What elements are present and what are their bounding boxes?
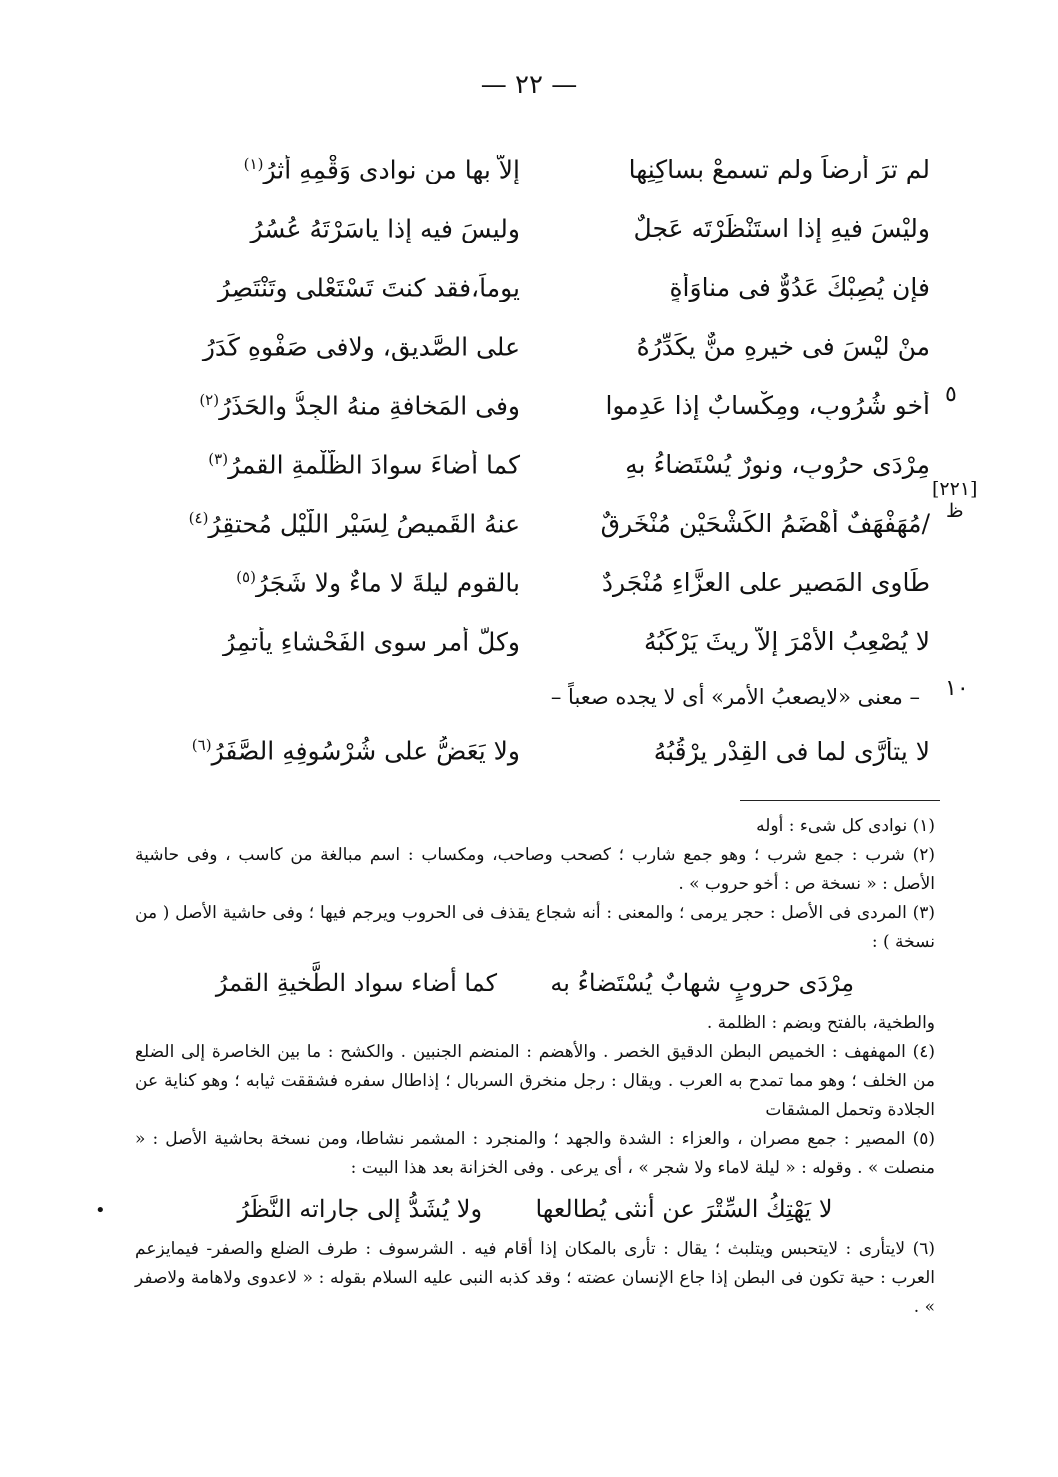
verse-second-hemistich <box>150 450 550 479</box>
hemistich-text: يوماً،فقد كنتَ تَسْتَعْلى وتَنْتَصِرُ <box>217 273 520 303</box>
verse-first-hemistich: مِرْدَى حرُوبٍ، ونورٌ يُسْتَضاءُ بهِ <box>625 450 930 479</box>
footnotes <box>135 812 935 1322</box>
line-number-ten: ١٠ <box>945 676 969 701</box>
hemistich-text: على الصَّديقِ، ولافى صَفْوِهِ كَدَرُ <box>202 332 520 362</box>
footnote-4: (٤) المهفهف : الخميص البطن الدقيق الخصر . والأهضم : المنضم الجنبين . والكشح : ما بين الخاصرة إلى الضلع من الخلف ؛ وهو مما تمدح به العرب . ويقال : رجل منخرق السربال ؛ إذاطال سفره فشققت ثيابه ؛ وهو كناية عن الجلادة وتحمل المشقات <box>135 1042 935 1120</box>
hemistich-text: عنهُ القَميصُ لِسَيْرِ اللَّيْلِ مُحتقِرُ <box>208 509 520 539</box>
footnote-marker: (٤) <box>188 508 209 527</box>
footnote-3-continued: والطخية، بالفتح وبضم : الظلمة . <box>706 1013 935 1033</box>
cited-verse <box>135 957 935 1009</box>
verse <box>150 258 930 317</box>
footnote-3: (٣) المردى فى الأصل : حجر يرمى ؛ والمعنى : أنه شجاع يقذف فى الحروب ويرجم فيها ؛ وفى حاشية الأصل ( من نسخة ) : <box>135 903 935 952</box>
verse <box>150 612 930 671</box>
hemistich-text: ولا يَعَضُّ على شُرْسُوفِهِ الصَّفَرُ <box>211 736 520 766</box>
verse-second-hemistich <box>150 736 550 765</box>
footnote-1: (١) نوادى كل شىء : أوله <box>756 816 935 836</box>
footnote-marker: (٣) <box>208 449 229 468</box>
verse-first-hemistich: منْ ليْسَ فى خيرِهِ منٌّ يكَدِّرُهُ <box>636 332 930 361</box>
footnote-6: (٦) لايتأرى : لايتحبس ويتلبث ؛ يقال : تأرى بالمكان إذا أقام فيه . الشرسوف : طرف الضلع والصفر- فيمايزعم العرب : حية تكون فى البطن إذا جاع الإنسان عضته ؛ وقد كذبه النبى عليه السلام بقوله : « لاعدوى ولاهامة ولاصفر » . <box>135 1239 935 1317</box>
footnote-5: (٥) المصير : جمع مصران ، والعزاء : الشدة والجهد ؛ والمنجرد : المشمر نشاطا، ومن نسخة بحاشية الأصل : « منصلت » . وقوله : « ليلة لاماء ولا شجر » ، أى يرعى . وفى الخزانة بعد هذا البيت : <box>135 1129 935 1178</box>
hemistich-text: كما أضاءَ سوادَ الظُّلْمةِ القمرُ <box>228 450 520 480</box>
verse-first-hemistich: لا يتأرَّى لما فى القِدْرِ يرْقُبُهُ <box>653 736 930 766</box>
hemistich-text: وفى المَخافةِ منهُ الجِدُّ والحَذَرُ <box>219 391 520 421</box>
verse <box>150 199 930 258</box>
cited-verse <box>135 1183 935 1235</box>
hemistich-text: وكلَّ أمرٍ سوى الفَحْشاءِ يأتمِرُ <box>222 627 520 657</box>
verse <box>150 376 930 435</box>
verse-first-hemistich: فإن يُصِبْكَ عَدُوٌّ فى مناوَأةٍ <box>669 273 930 302</box>
verse-second-hemistich <box>150 509 550 538</box>
verse <box>150 435 930 494</box>
interlinear-note: – معنى «لايصعبُ الأمر» أى لا يجده صعباً – <box>550 685 920 709</box>
verse-first-hemistich: لم ترَ أرضاً ولم تسمعْ بساكِنِها <box>628 155 930 184</box>
cited-verse-first: مِرْدَى حروبٍ شهابٌ يُسْتَضاءُ به <box>550 969 855 997</box>
hemistich-text: وليسَ فيه إذا ياسَرْتَهُ عُسُرُ <box>250 214 520 244</box>
footnote-marker: (١) <box>243 154 264 173</box>
footnote-2: (٢) شرب : جمع شرب ؛ وهو جمع شارب ؛ كصحب وصاحب، ومكساب : اسم مبالغة من كاسب ، وفى حاشية الأصل : « نسخة ص : أخو حروب » . <box>135 845 935 894</box>
poem <box>150 140 930 779</box>
verse-second-hemistich <box>150 214 550 243</box>
verse-second-hemistich <box>150 332 550 361</box>
verse-first-hemistich: طَاوِى المَصيرِ على العزَّاءِ مُنْجَرِدٌ <box>601 568 930 597</box>
verse-second-hemistich <box>150 627 550 656</box>
verse-second-hemistich <box>150 391 550 420</box>
verse <box>150 494 930 553</box>
verse <box>150 553 930 612</box>
verse <box>150 140 930 199</box>
verse-first-hemistich: /مُهَفْهَفٌ أهْضَمُ الكَشْحَيْنِ مُنْخَرِقٌ <box>600 509 930 538</box>
cited-verse-first: لا يَهْتِكُ السِّتْرَ عن أنثى يُطالعها <box>535 1195 833 1223</box>
cited-verse-second: ولا يُشَدُّ إلى جاراته النَّظَرُ <box>237 1195 483 1223</box>
verse <box>150 317 930 376</box>
footnote-marker: (٥) <box>236 567 256 586</box>
stray-mark: • <box>95 1200 106 1221</box>
cited-verse-second: كما أضاء سواد الطَّخيةِ القمرُ <box>215 969 498 997</box>
footnote-marker: (٦) <box>191 736 212 755</box>
verse <box>150 723 930 779</box>
marginal-folio-letter: ظ <box>945 500 964 522</box>
line-number-five: ٥ <box>945 382 957 407</box>
verse-second-hemistich <box>150 155 550 184</box>
marginal-note <box>932 478 977 522</box>
marginal-folio-number: [٢٢١] <box>932 478 978 500</box>
verse-first-hemistich: وليْسَ فيهِ إذا استَنْظَرْتَه عَجلٌ <box>633 214 930 243</box>
verse-first-hemistich: أخو شُرُوبٍ، ومِكْسابٌ إذا عَدِموا <box>605 391 930 420</box>
verse-second-hemistich <box>150 568 550 597</box>
hemistich-text: بالقومِ ليلةَ لا ماءٌ ولا شَجَرُ <box>255 568 520 598</box>
hemistich-text: إلاَّ بها من نوادى وَقْمِهِ أثرُ <box>263 155 520 185</box>
verse-first-hemistich: لا يُصْعِبُ الأمْرَ إلاَّ ريثَ يَرْكَبُهُ <box>643 627 930 656</box>
verse-second-hemistich <box>150 273 550 302</box>
page-number: — ٢٢ — <box>480 70 578 100</box>
footnote-separator <box>740 800 940 801</box>
footnote-marker: (٢) <box>199 390 220 409</box>
